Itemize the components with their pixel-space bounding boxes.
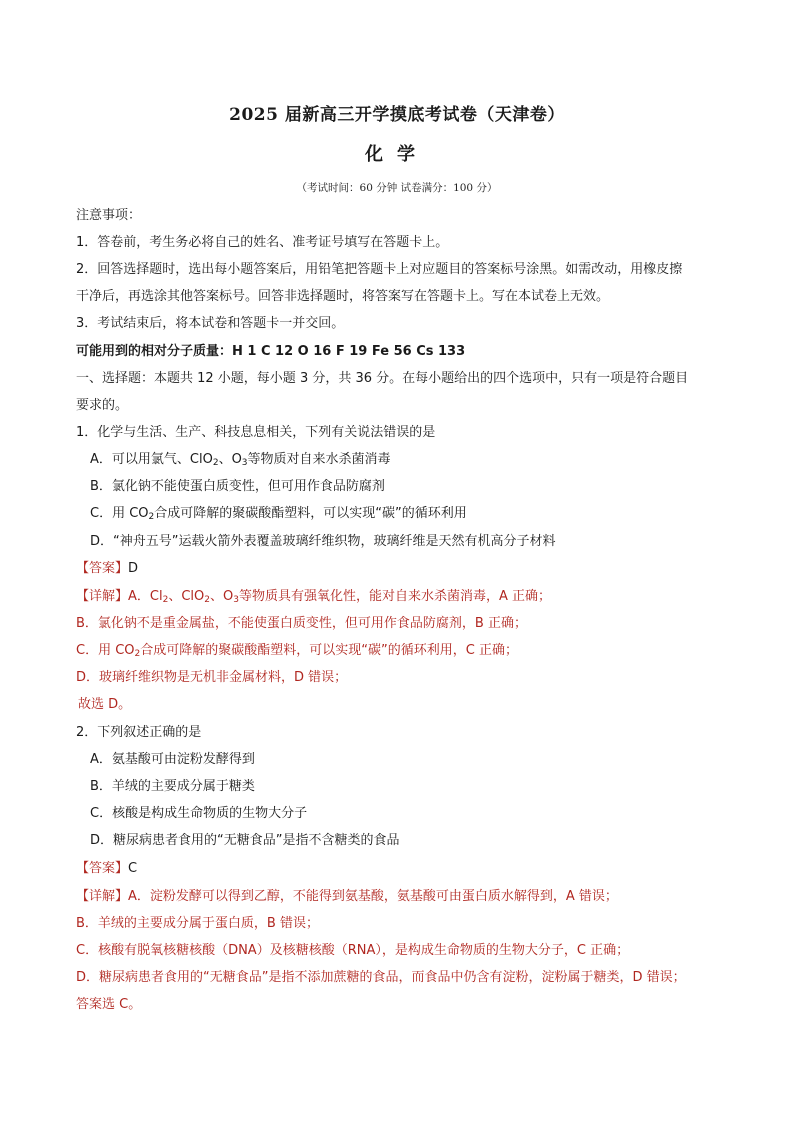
- section-1-line-2: 要求的。: [76, 398, 129, 413]
- note-2-line-1: 2．回答选择题时，选出每小题答案后，用铅笔把答题卡上对应题目的答案标号涂黑。如需改动，用橡皮擦: [76, 262, 683, 277]
- q1-conclusion: 故选 D。: [78, 697, 132, 712]
- note-3: 3．考试结束后，将本试卷和答题卡一并交回。: [76, 316, 345, 331]
- q2-detail-d: D．糖尿病患者食用的“无糖食品”是指不添加蔗糖的食品，而食品中仍含有淀粉，淀粉属于糖类，D 错误；: [76, 970, 686, 985]
- q2-detail-a: 【详解】A．淀粉发酵可以得到乙醇，不能得到氨基酸，氨基酸可由蛋白质水解得到，A 错误；: [76, 889, 618, 904]
- exam-meta: （考试时间：60 分钟 试卷满分：100 分）: [296, 182, 498, 194]
- q2-conclusion: 答案选 C。: [76, 997, 142, 1012]
- q1-detail-a: 【详解】A．$Cl_2$、ClO$_2$、$O_3$等物质具有强氧化性，能对自来水杀菌消毒，A 正确；: [76, 589, 551, 605]
- q2-option-b: B．羊绒的主要成分属于糖类: [90, 779, 255, 794]
- q1-answer: 【答案】D: [76, 561, 139, 576]
- q1-detail-b: B．氯化钠不是重金属盐，不能使蛋白质变性，但可用作食品防腐剂，B 正确；: [76, 616, 527, 631]
- notes-heading: 注意事项：: [76, 208, 142, 223]
- note-2-line-2: 干净后，再选涂其他答案标号。回答非选择题时，将答案写在答题卡上。写在本试卷上无效。: [76, 289, 610, 304]
- q2-option-c: C．核酸是构成生命物质的生物大分子: [90, 806, 308, 821]
- q2-option-d: D．糖尿病患者食用的“无糖食品”是指不含糖类的食品: [90, 833, 400, 848]
- section-1-line-1: 一、选择题：本题共 12 小题，每小题 3 分，共 36 分。在每小题给出的四个选项中，只有一项是符合题目: [76, 371, 689, 386]
- q2-stem: 2．下列叙述正确的是: [76, 725, 202, 740]
- q1-option-c: C．用 $CO_2$合成可降解的聚碳酸酯塑料，可以实现“碳”的循环利用: [90, 506, 467, 522]
- subject-title: 化学: [365, 144, 429, 165]
- q1-option-b: B．氯化钠不能使蛋白质变性，但可用作食品防腐剂: [90, 479, 385, 494]
- q2-detail-b: B．羊绒的主要成分属于蛋白质，B 错误；: [76, 916, 319, 931]
- q2-detail-c: C．核酸有脱氧核糖核酸（DNA）及核糖核酸（RNA），是构成生命物质的生物大分子，C 正确；: [76, 943, 630, 958]
- q1-detail-c: C．用 $CO_2$合成可降解的聚碳酸酯塑料，可以实现“碳”的循环利用，C 正确；: [76, 643, 518, 659]
- q2-answer: 【答案】C: [76, 861, 138, 876]
- atomic-masses: 可能用到的相对分子质量：H 1 C 12 O 16 F 19 Fe 56 Cs 133: [76, 344, 466, 359]
- exam-title: 2025 届新高三开学摸底考试卷（天津卷）: [229, 105, 565, 125]
- q2-option-a: A．氨基酸可由淀粉发酵得到: [90, 752, 255, 767]
- q1-option-a: A．可以用氯气、ClO$_2$、$O_3$等物质对自来水杀菌消毒: [90, 452, 391, 468]
- q1-detail-d: D．玻璃纤维织物是无机非金属材料，D 错误；: [76, 670, 348, 685]
- q1-stem: 1．化学与生活、生产、科技息息相关，下列有关说法错误的是: [76, 425, 436, 440]
- note-1: 1．答卷前，考生务必将自己的姓名、准考证号填写在答题卡上。: [76, 235, 449, 250]
- q1-option-d: D．“神舟五号”运载火箭外表覆盖玻璃纤维织物，玻璃纤维是天然有机高分子材料: [90, 534, 556, 549]
